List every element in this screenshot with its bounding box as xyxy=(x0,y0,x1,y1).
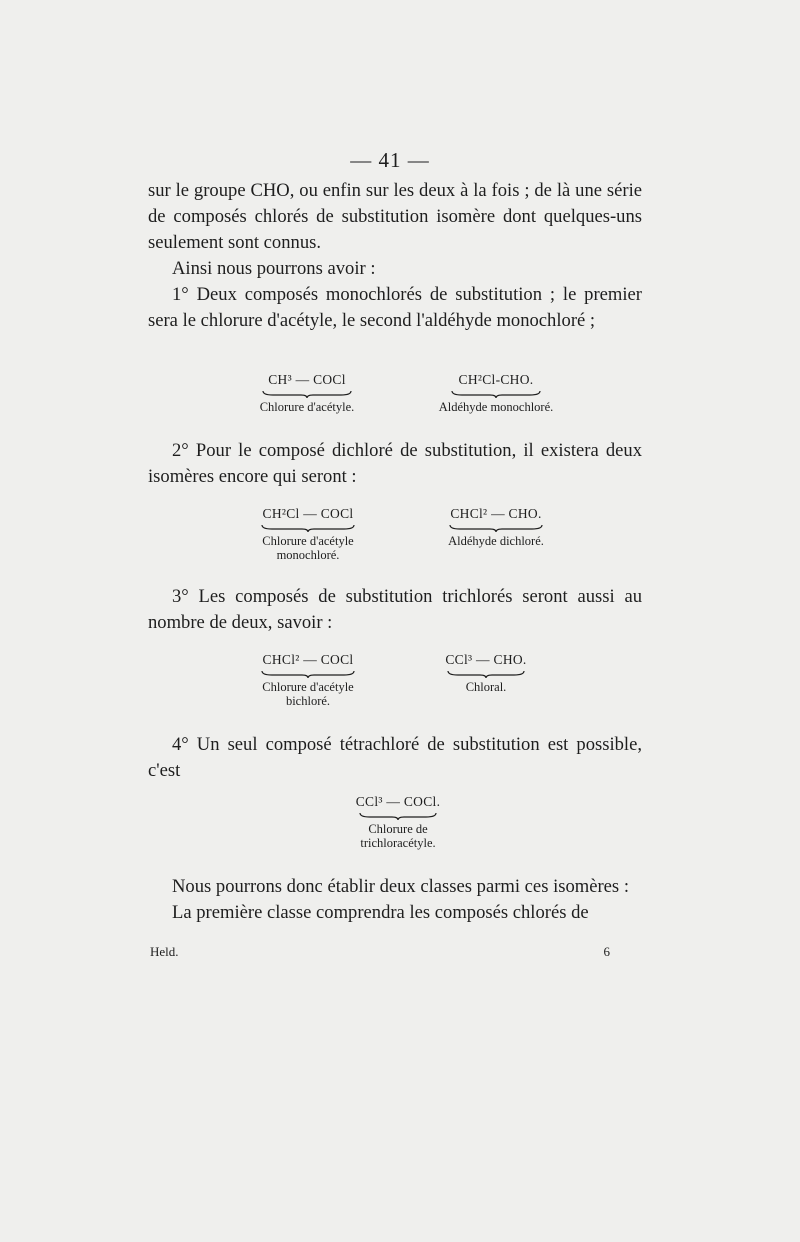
formula-caption: Chlorure d'acétyle. xyxy=(259,400,355,414)
formula-caption: Aldéhyde monochloré. xyxy=(438,400,554,414)
underbrace-icon xyxy=(358,811,438,821)
paragraph-4: 2° Pour le composé dichloré de substitution, il existera deux isomères encore qui seront : xyxy=(148,440,642,487)
underbrace-icon xyxy=(260,523,356,533)
paragraph-8: La première classe comprendra les composés chlorés de xyxy=(172,902,589,923)
signature-mark: Held. xyxy=(150,944,179,959)
page-footer xyxy=(150,944,610,960)
formula-caption-line-2: trichloracétyle. xyxy=(360,836,436,850)
formula-row-3 xyxy=(148,652,642,712)
paragraph-3: 1° Deux composés monochlorés de substitution ; le premier sera le chlorure d'acétyle, le second l'aldéhyde monochloré ; xyxy=(148,284,642,331)
formula-caption-line-1: Chlorure d'acétyle xyxy=(262,534,354,548)
formula-acetyl-chloride xyxy=(232,372,382,414)
underbrace-icon xyxy=(260,669,356,679)
formula-caption-line-1: Chlorure de xyxy=(368,822,428,836)
formula-aldehyde-monochlore xyxy=(406,372,586,414)
formula-row-4 xyxy=(148,794,642,854)
formula-row-2 xyxy=(148,506,642,566)
formula-text: CH²Cl-CHO. xyxy=(458,372,534,387)
formula-chlorure-trichloracetyle xyxy=(318,794,478,850)
paragraph-6-block xyxy=(148,732,642,784)
formula-row-1 xyxy=(148,372,642,432)
underbrace-icon xyxy=(448,523,544,533)
paragraph-4-block xyxy=(148,438,642,490)
signature-number: 6 xyxy=(603,944,610,959)
formula-text: CCl³ — CHO. xyxy=(445,652,527,667)
formula-chlorure-acetyle-monochlore xyxy=(228,506,388,562)
paragraph-1: sur le groupe CHO, ou enfin sur les deux à la fois ; de là une série de composés chlorés de substitution isomère dont quelques-uns seulement sont connus. xyxy=(148,180,642,253)
underbrace-icon xyxy=(261,389,353,399)
formula-text: CHCl² — COCl xyxy=(262,652,354,667)
paragraph-7: Nous pourrons donc établir deux classes parmi ces isomères : xyxy=(172,876,629,897)
underbrace-icon xyxy=(446,669,526,679)
formula-caption: Aldéhyde dichloré. xyxy=(448,534,544,548)
formula-text: CH²Cl — COCl xyxy=(262,506,354,521)
underbrace-icon xyxy=(450,389,542,399)
formula-chlorure-acetyle-bichlore xyxy=(228,652,388,708)
paragraph-6: 4° Un seul composé tétrachloré de substitution est possible, c'est xyxy=(148,734,642,781)
paragraph-5: 3° Les composés de substitution trichlorés seront aussi au nombre de deux, savoir : xyxy=(148,586,642,633)
paragraph-7-block xyxy=(148,874,642,926)
paragraph-5-block xyxy=(148,584,642,636)
paragraph-2: Ainsi nous pourrons avoir : xyxy=(172,258,376,279)
formula-text: CHCl² — CHO. xyxy=(450,506,542,521)
formula-text: CCl³ — COCl. xyxy=(355,794,441,809)
formula-caption-line-2: monochloré. xyxy=(276,548,340,562)
paragraph-1-block xyxy=(148,178,642,334)
page-number: — 41 — xyxy=(350,148,430,172)
formula-caption-line-2: bichloré. xyxy=(285,694,331,708)
formula-text: CH³ — COCl xyxy=(268,372,346,387)
formula-caption: Chloral. xyxy=(465,680,507,694)
formula-aldehyde-dichlore xyxy=(406,506,586,548)
formula-chloral xyxy=(406,652,566,694)
formula-caption-line-1: Chlorure d'acétyle xyxy=(262,680,354,694)
